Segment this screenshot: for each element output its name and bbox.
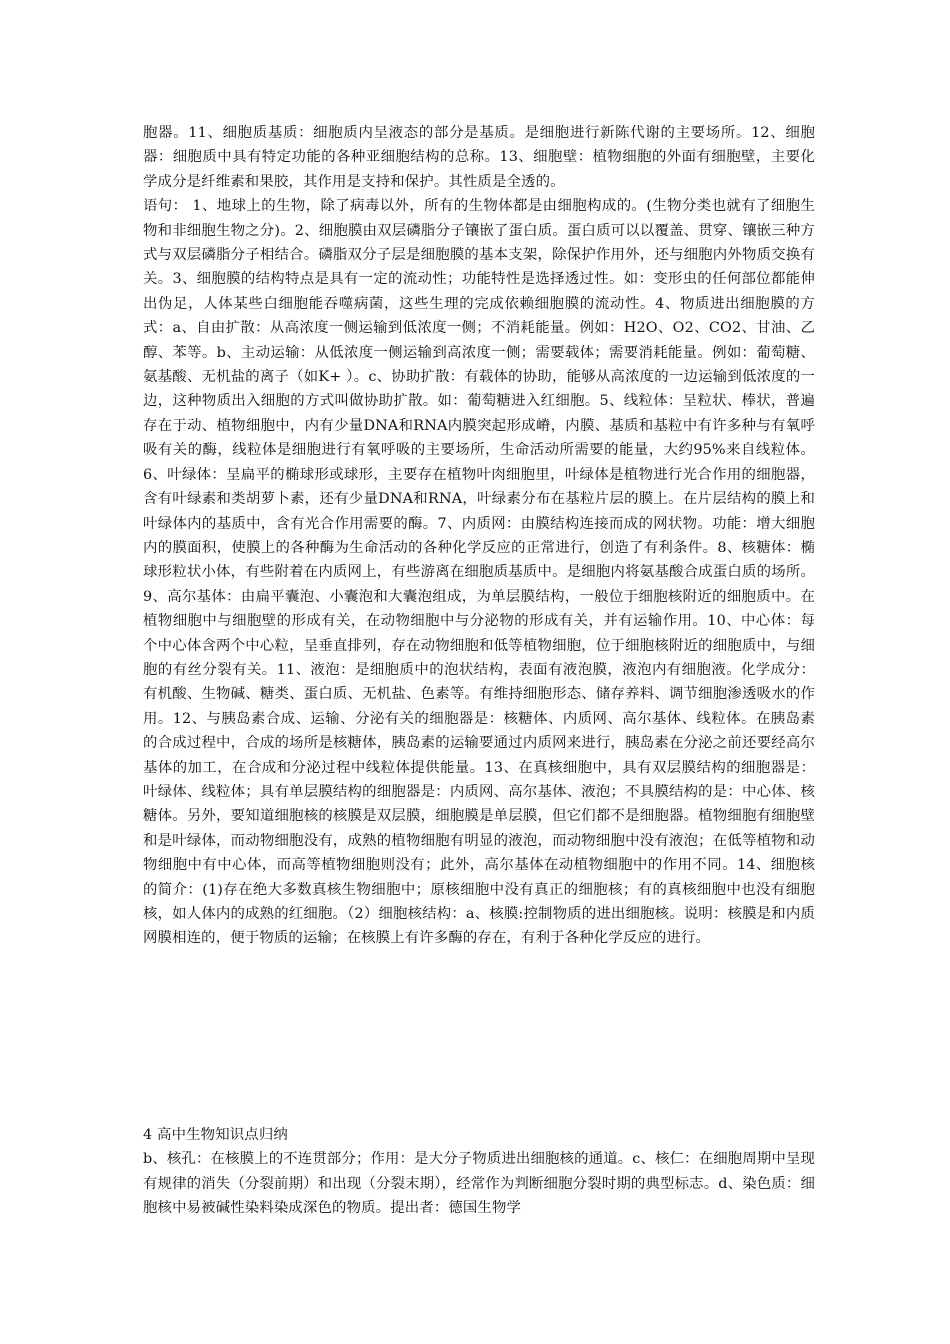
paragraph-cell-structures: 胞器。11、细胞质基质：细胞质内呈液态的部分是基质。是细胞进行新陈代谢的主要场所。12、细胞器：细胞质中具有特定功能的各种亚细胞结构的总称。13、细胞壁：植物细胞的外面有细胞壁，主要化学成分是纤维素和果胶，其作用是支持和保护。其性质是全透的。 [143,125,815,190]
paragraph-statements: 语句： 1、地球上的生物，除了病毒以外，所有的生物体都是由细胞构成的。(生物分类也就有了细胞生物和非细胞生物之分)。2、细胞膜由双层磷脂分子镶嵌了蛋白质。蛋白质可以以覆盖、贯穿、镶嵌三种方式与双层磷脂分子相结合。磷脂双分子层是细胞膜的基本支架，除保护作用外，还与细胞内外物质交换有关。3、细胞膜的结构特点是具有一定的流动性；功能特性是选择透过性。如：变形虫的任何部位都能伸出伪足，人体某些白细胞能吞噬病菌，这些生理的完成依赖细胞膜的流动性。4、物质进出细胞膜的方式：a、自由扩散：从高浓度一侧运输到低浓度一侧；不消耗能量。例如：H2O、O2、CO2、甘油、乙醇、苯等。b、主动运输：从低浓度一侧运输到高浓度一侧；需要载体；需要消耗能量。例如：葡萄糖、氨基酸、无机盐的离子（如K+ ）。c、协助扩散：有载体的协助，能够从高浓度的一边运输到低浓度的一边，这种物质出入细胞的方式叫做协助扩散。如：葡萄糖进入红细胞。5、线粒体：呈粒状、棒状，普遍存在于动、植物细胞中，内有少量DNA和RNA内膜突起形成嵴，内膜、基质和基粒中有许多种与有氧呼吸有关的酶，线粒体是细胞进行有氧呼吸的主要场所，生命活动所需要的能量，大约95%来自线粒体。6、叶绿体：呈扁平的椭球形或球形，主要存在植物叶肉细胞里，叶绿体是植物进行光合作用的细胞器，含有叶绿素和类胡萝卜素，还有少量DNA和RNA，叶绿素分布在基粒片层的膜上。在片层结构的膜上和叶绿体内的基质中，含有光合作用需要的酶。7、内质网：由膜结构连接而成的网状物。功能：增大细胞内的膜面积，使膜上的各种酶为生命活动的各种化学反应的正常进行，创造了有利条件。8、核糖体：椭球形粒状小体，有些附着在内质网上，有些游离在细胞质基质中。是细胞内将氨基酸合成蛋白质的场所。9、高尔基体：由扁平囊泡、小囊泡和大囊泡组成，为单层膜结构，一般位于细胞核附近的细胞质中。在植物细胞中与细胞壁的形成有关，在动物细胞中与分泌物的形成有关，并有运输作用。10、中心体：每个中心体含两个中心粒，呈垂直排列，存在动物细胞和低等植物细胞，位于细胞核附近的细胞质中，与细胞的有丝分裂有关。11、液泡：是细胞质中的泡状结构，表面有液泡膜，液泡内有细胞液。化学成分：有机酸、生物碱、糖类、蛋白质、无机盐、色素等。有维持细胞形态、储存养料、调节细胞渗透吸水的作用。12、与胰岛素合成、运输、分泌有关的细胞器是：核糖体、内质网、高尔基体、线粒体。在胰岛素的合成过程中，合成的场所是核糖体，胰岛素的运输要通过内质网来进行，胰岛素在分泌之前还要经高尔基体的加工，在合成和分泌过程中线粒体提供能量。13、在真核细胞中，具有双层膜结构的细胞器是：叶绿体、线粒体；具有单层膜结构的细胞器是：内质网、高尔基体、液泡；不具膜结构的是：中心体、核糖体。另外，要知道细胞核的核膜是双层膜，细胞膜是单层膜，但它们都不是细胞器。植物细胞有细胞壁和是叶绿体，而动物细胞没有，成熟的植物细胞有明显的液泡，而动物细胞中没有液泡；在低等植物和动物细胞中有中心体，而高等植物细胞则没有；此外，高尔基体在动植物细胞中的作用不同。14、细胞核的简介：(1)存在绝大多数真核生物细胞中；原核细胞中没有真正的细胞核；有的真核细胞中也没有细胞核，如人体内的成熟的红细胞。（2）细胞核结构：a、核膜:控制物质的进出细胞核。说明：核膜是和内质网膜相连的，便于物质的运输；在核膜上有许多酶的存在，有利于各种化学反应的进行。 [143,198,815,947]
section-block [143,1123,815,1221]
section-title: 4 高中生物知识点归纳 [143,1127,288,1143]
main-text-block [143,121,815,951]
paragraph-nucleus: b、核孔：在核膜上的不连贯部分；作用：是大分子物质进出细胞核的通道。c、核仁：在细胞周期中呈现有规律的消失（分裂前期）和出现（分裂末期），经常作为判断细胞分裂时期的典型标志。d、染色质：细胞核中易被碱性染料染成深色的物质。提出者：德国生物学 [143,1151,815,1217]
